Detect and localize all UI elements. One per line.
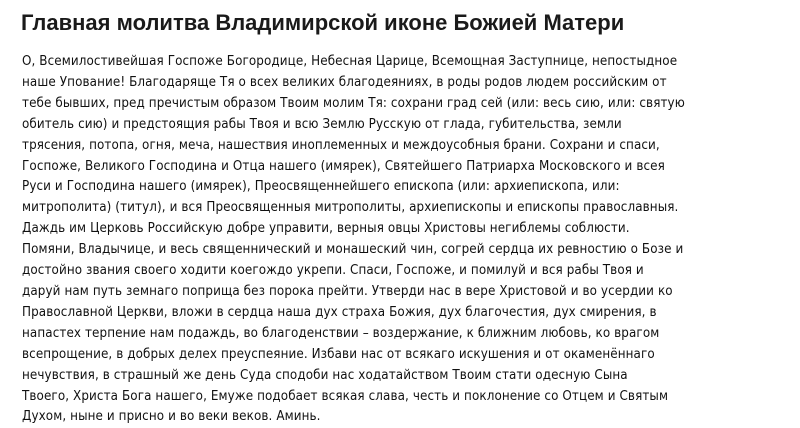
prayer-line: Твоего, Христа Бога нашего, Емуже подобает всякая слава, честь и поклонение со Отцем и Святым <box>22 388 669 404</box>
prayer-line: Православной Церкви, вложи в сердца наша дух страха Божия, дух благочестия, дух смирения, в <box>22 304 657 320</box>
prayer-line: всепрощение, в добрых делех преуспеяние. Избави нас от всякаго искушения и от окаменённаго <box>22 346 655 362</box>
prayer-line: даруй нам путь земнаго поприща без порока прейти. Утверди нас в вере Христовой и во усердии ко <box>22 283 673 299</box>
prayer-line: митрополита) (титул), и вся Преосвященныя митрополиты, архиепископы и епископы православныя. <box>22 200 679 216</box>
prayer-line: достойно звания своего ходити коегождо укрепи. Спаси, Госпоже, и помилуй и вся рабы Твоя и <box>22 263 644 279</box>
prayer-line: нечувствия, в страшный же день Суда сподоби нас ходатайством Твоим стати одесную Сына <box>22 367 628 383</box>
prayer-text <box>22 52 792 428</box>
prayer-line: обитель сию) и предстоящия рабы Твоя и всю Землю Русскую от глада, губительства, земли <box>22 116 622 132</box>
prayer-line: тебе бывших, пред пречистым образом Твоим молим Тя: сохрани град сей (или: весь сию, или: святую <box>22 95 685 111</box>
page-title: Главная молитва Владимирской иконе Божией Матери <box>21 10 625 35</box>
prayer-line: напастех терпение нам подаждь, во благоденствии – воздержание, к ближним любовь, ко врагом <box>22 325 660 341</box>
prayer-line: трясения, потопа, огня, меча, нашествия иноплеменных и междоусобныя брани. Сохрани и спаси, <box>22 137 660 153</box>
prayer-line: Даждь им Церковь Российскую добре управити, верныя овцы Христовы негиблемы соблюсти. <box>22 221 630 237</box>
prayer-line: Руси и Господина нашего (имярек), Преосвященнейшего епископа (или: архиепископа, или: <box>22 179 620 195</box>
prayer-line: наше Упование! Благодаряще Тя о всех великих благодеяниях, в роды родов людем российским от <box>22 74 667 90</box>
prayer-line: Госпоже, Великого Господина и Отца нашего (имярек), Святейшего Патриарха Московского и всея <box>22 158 665 174</box>
prayer-line: Духом, ныне и присно и во веки веков. Аминь. <box>22 409 321 425</box>
prayer-line: Помяни, Владычице, и весь священнический и монашеский чин, согрей сердца их ревностию о Бозе и <box>22 242 684 258</box>
prayer-line: О, Всемилостивейшая Госпоже Богородице, Небесная Царице, Всемощная Заступнице, непостыдное <box>22 54 678 69</box>
